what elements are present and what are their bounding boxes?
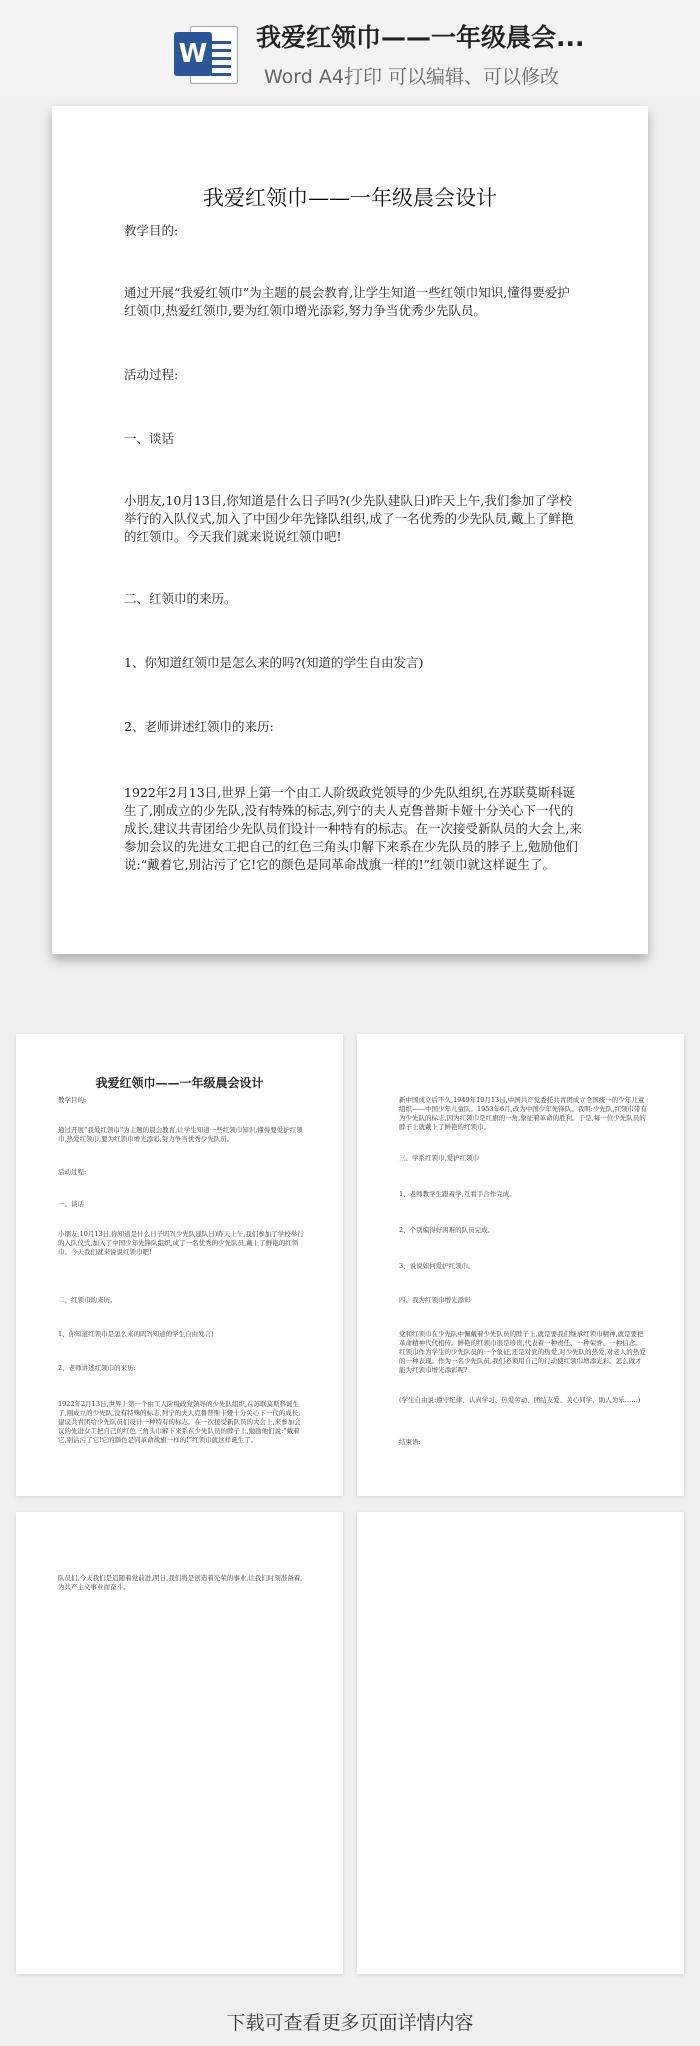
thumb-paragraph: 3、说说如何爱护红领巾。 bbox=[399, 1262, 475, 1270]
footer-more-pages-text[interactable]: 下载可查看更多页面详情内容 bbox=[226, 2012, 474, 2034]
doc-paragraph: 小朋友,10月13日,你知道是什么日子吗?(少先队建队日)昨天上午,我们参加了学校举行的入队仪式,加入了中国少年先锋队组织,成了一名优秀的少先队员,戴上了鲜艳的红领巾。今天我们就来说说红领巾吧! bbox=[124, 493, 574, 544]
thumb-paragraph: 党和红领巾在少先队中佩戴着少先队员的脖子上,就是要我们继承红领巾精神,就是要把革命精神代代相传。鲜艳的红领巾很是珍贵,代表着一种责任、一种荣誉、一种信念。红领巾作为学生的少先队员的一个象征,还是对党的热爱,对少先队的热爱,对老人的热爱的一种表现。作为一名少先队员,我们必须用自己的行动使红领巾增添光彩。怎么做才能为红领巾增光添彩呢? bbox=[399, 1330, 646, 1374]
main-page-preview bbox=[52, 106, 648, 954]
thumb-paragraph: 队员们,今天我们是追随着党前进,明日,我们将是创造着光荣的事业,让我们时刻准备着,为共产主义事业而奋斗。 bbox=[58, 1574, 303, 1591]
thumbnail-page-4[interactable] bbox=[357, 1512, 684, 1974]
thumb-paragraph: (学生自由说:遵守纪律、认真学习、热爱劳动、团结友爱、关心同学、助人为乐……) bbox=[399, 1396, 641, 1404]
header-bar bbox=[0, 0, 700, 96]
doc-paragraph: 2、老师讲述红领巾的来历: bbox=[124, 719, 274, 734]
word-doc-icon bbox=[174, 22, 238, 86]
thumb-paragraph: 1、老师教学生跟着学,互看手合作完成。 bbox=[399, 1190, 516, 1198]
doc-paragraph: 1922年2月13日,世界上第一个由工人阶级政党领导的少先队组织,在苏联莫斯科诞生了,刚成立的少先队,没有特殊的标志,列宁的夫人克鲁普斯卡娅十分关心下一代的成长,建议共青团给少先队员们设计一种特有的标志。在一次接受新队员的大会上,来参加会议的先进女工把自己的红色三角头巾解下来系在少先队员的脖子上,勉励他们说:“戴着它,别沾污了它!它的颜色是同革命战旗一样的!”红领巾就这样诞生了。 bbox=[124, 785, 582, 872]
thumbnail-page-1[interactable] bbox=[16, 1034, 343, 1496]
doc-paragraph: 一、谈话 bbox=[124, 431, 175, 446]
doc-paragraph: 教学目的: bbox=[124, 223, 179, 238]
document-title: 我爱红领巾——一年级晨会... bbox=[256, 23, 585, 52]
document-subtitle: Word A4打印 可以编辑、可以修改 bbox=[264, 66, 560, 88]
thumb-paragraph: 1922年2月13日,世界上第一个由工人阶级政党领导的少先队组织,在苏联莫斯科诞生了,刚成立的少先队,没有特殊的标志,列宁的夫人克鲁普斯卡娅十分关心下一代的成长,建议共青团给少先队员们设计一种特有的标志。在一次接受新队员的大会上,来参加会议的先进女工把自己的红色三角头巾解下来系在少先队员的脖子上,勉励他们说:“戴着它,别沾污了它!它的颜色是同革命战旗一样的!”红领巾就这样诞生了。 bbox=[58, 1400, 301, 1444]
thumb-paragraph: 2、个别编得好困难的队员完成。 bbox=[399, 1226, 495, 1234]
doc-title: 我爱红领巾——一年级晨会设计 bbox=[203, 186, 497, 210]
thumb-paragraph: 三、学系红领巾,爱护红领巾 bbox=[399, 1154, 480, 1162]
thumb-paragraph: 一、谈话 bbox=[58, 1200, 84, 1208]
thumbnail-page-3[interactable] bbox=[16, 1512, 343, 1974]
thumbnail-page-2[interactable] bbox=[357, 1034, 684, 1496]
thumb-paragraph: 结束语: bbox=[399, 1438, 421, 1446]
thumb-paragraph: 小朋友,10月13日,你知道是什么日子吗?(少先队建队日)昨天上午,我们参加了学校举行的入队仪式,加入了中国少年先锋队组织,成了一名优秀的少先队员,戴上了鲜艳的红领巾。今天我们就来说说红领巾吧! bbox=[58, 1230, 304, 1256]
doc-paragraph: 活动过程: bbox=[124, 367, 179, 382]
thumb-paragraph: 二、红领巾的来历。 bbox=[58, 1296, 117, 1304]
thumb-paragraph: 教学目的: bbox=[58, 1096, 87, 1104]
thumb-paragraph: 2、老师讲述红领巾的来历: bbox=[58, 1364, 136, 1372]
thumb-paragraph: 四、我为红领巾增光添彩 bbox=[399, 1296, 471, 1304]
thumb-paragraph: 1、你知道红领巾是怎么来的吗?(知道的学生自由发言) bbox=[58, 1330, 214, 1338]
thumb-paragraph: 新中国成立后不久,1949年10月13日,中国共产党委托共青团成立全国统一的少年儿童组织——中国少年儿童队。1953年6月,改为中国少年先锋队。我明:少先队,红领巾带有为少先队的标志,因为红领巾是红旗的一角,象征着革命的胜利。于是,每一位少先队员的脖子上就戴上了鲜艳的红领巾。 bbox=[399, 1096, 647, 1131]
thumb-paragraph: 活动过程: bbox=[58, 1168, 87, 1176]
thumb-title: 我爱红领巾——一年级晨会设计 bbox=[95, 1076, 264, 1090]
doc-paragraph: 通过开展“我爱红领巾”为主题的晨会教育,让学生知道一些红领巾知识,懂得要爱护红领巾,热爱红领巾,要为红领巾增光添彩,努力争当优秀少先队员。 bbox=[124, 285, 570, 318]
word-logo-badge: W bbox=[174, 32, 212, 76]
doc-paragraph: 二、红领巾的来历。 bbox=[124, 591, 237, 606]
thumb-paragraph: 通过开展“我爱红领巾”为主题的晨会教育,让学生知道一些红领巾知识,懂得要爱护红领巾,热爱红领巾,要为红领巾增光添彩,努力争当优秀少先队员。 bbox=[58, 1126, 303, 1143]
doc-paragraph: 1、你知道红领巾是怎么来的吗?(知道的学生自由发言) bbox=[124, 655, 424, 670]
